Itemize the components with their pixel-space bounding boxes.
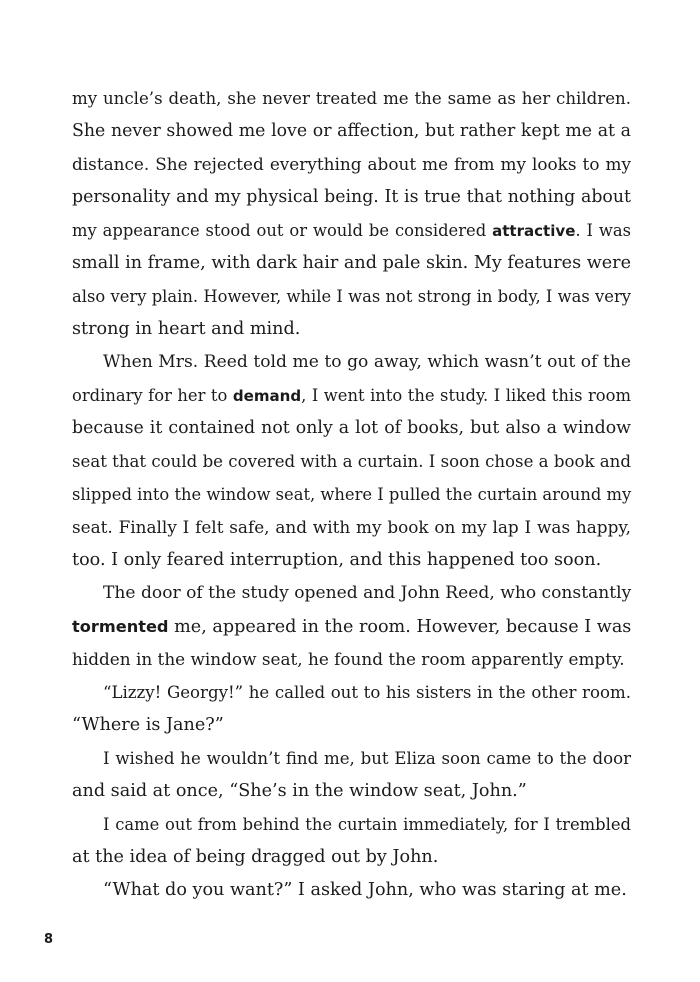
text-line: personality and my physical being. It is true that nothing about [72,187,631,207]
paragraph [72,577,631,676]
vocabulary-word: demand [232,387,302,405]
text-line: distance. She rejected everything about me from my looks to my [72,154,631,174]
text-line: because it contained not only a lot of books, but also a window [72,418,631,438]
page-body [72,82,631,907]
text-run: ordinary for her to [72,386,233,405]
text-line: “Where is Jane?” [72,715,224,735]
text-line: She never showed me love or affection, but rather kept me at a [72,121,631,141]
text-line: I came out from behind the curtain immediately, for I trembled [103,815,631,834]
text-line: small in frame, with dark hair and pale skin. My features were [72,253,631,273]
text-run: , I went into the study. I liked this room [301,386,631,405]
text-run: . I was [575,221,631,240]
text-line: and said at once, “She’s in the window seat, John.” [72,781,527,801]
text-line: “Lizzy! Georgy!” he called out to his sisters in the other room. [103,683,631,702]
text-line: my uncle’s death, she never treated me the same as her children. [72,89,631,108]
text-line: seat that could be covered with a curtain. I soon chose a book and [72,452,631,471]
paragraph [72,346,631,577]
paragraph [72,874,631,907]
page-number: 8 [44,932,54,947]
vocabulary-word: attractive [492,222,576,240]
text-line: strong in heart and mind. [72,319,301,339]
text-line: at the idea of being dragged out by John. [72,847,439,867]
text-line: hidden in the window seat, he found the room apparently empty. [72,649,625,669]
text-line: slipped into the window seat, where I pulled the curtain around my [72,485,632,504]
text-line: When Mrs. Reed told me to go away, which wasn’t out of the [103,352,631,372]
text-line [72,379,631,412]
vocabulary-word: tormented [72,617,169,636]
text-line [72,214,631,247]
text-line: also very plain. However, while I was not strong in body, I was very [72,287,631,306]
paragraph [72,82,631,346]
paragraph [72,742,631,808]
text-run: my appearance stood out or would be considered [72,221,493,240]
paragraph [72,808,631,874]
text-run: me, appeared in the room. However, because I was [168,617,632,637]
text-line [72,610,631,643]
text-line: The door of the study opened and John Reed, who constantly [103,583,632,603]
text-line: “What do you want?” I asked John, who was staring at me. [103,880,627,900]
text-line: seat. Finally I felt safe, and with my book on my lap I was happy, [72,517,631,537]
paragraph [72,676,631,742]
text-line: I wished he wouldn’t find me, but Eliza soon came to the door [103,749,631,768]
text-line: too. I only feared interruption, and this happened too soon. [72,550,602,570]
